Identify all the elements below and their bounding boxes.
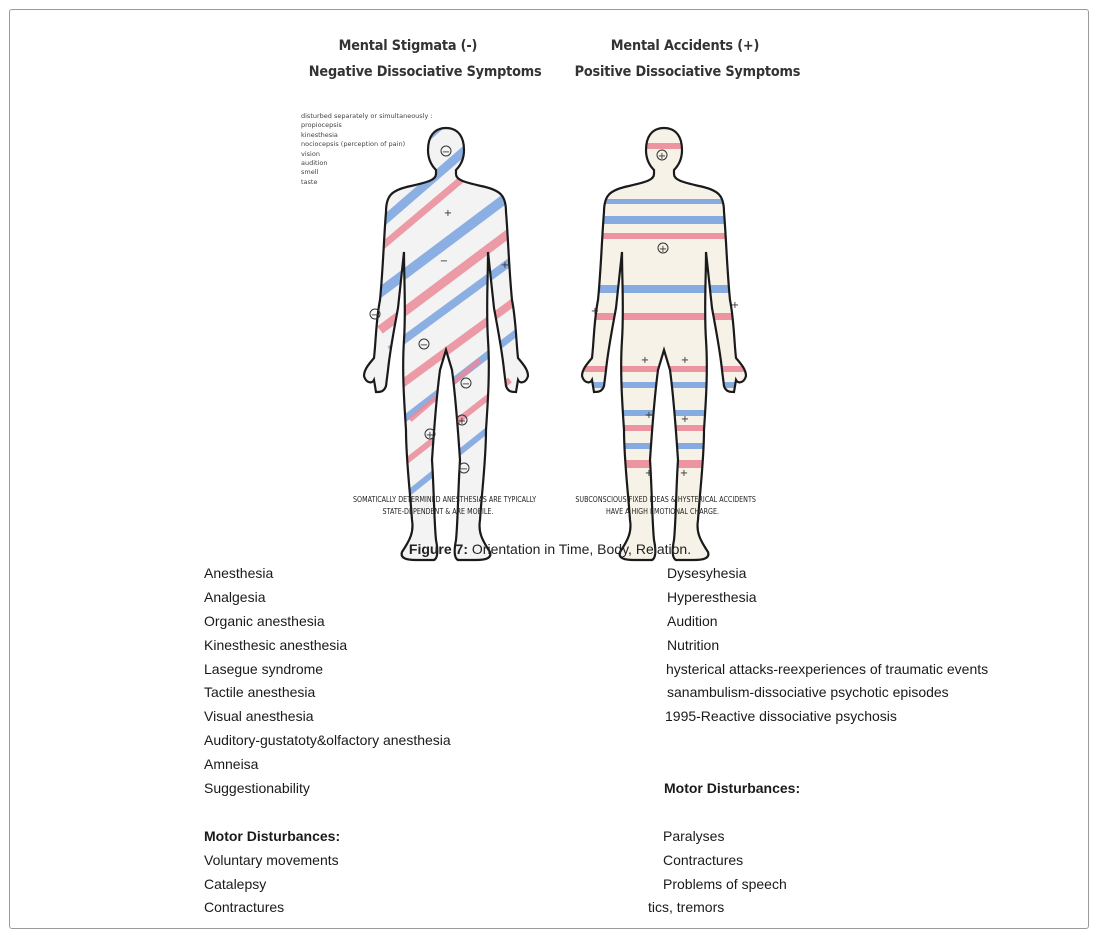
svg-text:+: + xyxy=(500,260,510,271)
senses-line: disturbed separately or simultaneously : xyxy=(301,112,433,120)
right-footnote-line: SUBCONSCIOUS FIXED IDEAS & HYSTERICAL ACCIDENTS xyxy=(575,495,756,504)
list-spacer xyxy=(663,753,988,777)
left-footnote-line: SOMATICALLY DETERMINED ANESTHESIAS ARE TYPICALLY xyxy=(353,495,537,504)
svg-text:+: + xyxy=(443,208,453,219)
svg-text:+: + xyxy=(680,414,690,425)
svg-text:−: − xyxy=(419,340,429,351)
list-item: 1995-Reactive dissociative psychosis xyxy=(665,708,897,725)
left-footnote-line: STATE-DEPENDENT & ARE MOBILE. xyxy=(382,507,494,516)
svg-text:−: − xyxy=(459,464,469,475)
list-item: tics, tremors xyxy=(648,899,725,916)
list-item: Anesthesia xyxy=(204,565,274,581)
list-item: Lasegue syndrome xyxy=(204,660,324,677)
senses-line: smell xyxy=(301,168,319,177)
list-item: Visual anesthesia xyxy=(204,708,314,725)
svg-text:−: − xyxy=(370,310,380,321)
left-subtitle: Negative Dissociative Symptoms xyxy=(308,64,542,80)
left-body-figure xyxy=(350,110,540,560)
svg-text:+: + xyxy=(680,355,690,366)
senses-line: audition xyxy=(301,159,328,168)
svg-text:−: − xyxy=(461,379,471,390)
list-item: Contractures xyxy=(204,899,285,916)
list-item: Tactile anesthesia xyxy=(204,684,316,701)
list-item: Paralyses xyxy=(663,827,725,844)
right-subtitle: Positive Dissociative Symptoms xyxy=(574,64,801,80)
caption-label: Figure 7: xyxy=(408,541,469,557)
list-spacer xyxy=(204,801,451,825)
list-item: Auditory-gustatoty&olfactory anesthesia xyxy=(204,732,451,749)
right-footnote-line: HAVE A HIGH EMOTIONAL CHARGE. xyxy=(605,507,720,516)
list-item: Nutrition xyxy=(667,636,720,653)
senses-line: vision xyxy=(301,149,320,158)
svg-text:+: + xyxy=(644,410,654,421)
motor-disturbances-heading-right: Motor Disturbances: xyxy=(664,780,801,797)
list-item: Organic anesthesia xyxy=(204,612,325,629)
list-item: Kinesthesic anesthesia xyxy=(204,636,348,653)
svg-text:+: + xyxy=(730,300,740,311)
senses-line: propiocepsis xyxy=(301,121,342,130)
right-footnote xyxy=(575,494,756,518)
svg-text:+: + xyxy=(425,430,435,441)
list-item: Hyperesthesia xyxy=(667,588,757,605)
motor-disturbances-heading-left: Motor Disturbances: xyxy=(204,827,341,844)
left-footnote xyxy=(353,494,537,518)
figure-caption xyxy=(0,541,1100,557)
svg-text:+: + xyxy=(457,416,467,427)
right-title: Mental Accidents (+) xyxy=(610,38,760,54)
svg-text:+: + xyxy=(590,306,600,317)
senses-line: nociocepsis (perception of pain) xyxy=(301,140,406,149)
list-item: Contractures xyxy=(663,851,744,868)
list-item: hysterical attacks-reexperiences of traumatic events xyxy=(666,660,989,677)
senses-line: taste xyxy=(301,177,318,186)
list-spacer xyxy=(663,801,988,825)
list-item: Analgesia xyxy=(204,588,266,605)
list-item: Catalepsy xyxy=(204,875,267,892)
list-item: Suggestionability xyxy=(204,780,310,797)
svg-text:−: − xyxy=(441,147,451,158)
list-item: Problems of speech xyxy=(663,875,787,892)
senses-line: kinesthesia xyxy=(301,130,338,139)
svg-text:+: + xyxy=(679,468,689,479)
svg-text:−: − xyxy=(439,256,449,267)
right-symptom-list xyxy=(648,562,989,920)
left-title: Mental Stigmata (-) xyxy=(338,38,478,54)
list-item: Audition xyxy=(667,612,718,629)
left-symptom-list xyxy=(204,562,451,920)
list-spacer xyxy=(663,729,988,753)
caption-text: Orientation in Time, Body, Relation. xyxy=(468,541,692,557)
list-item: Amneisa xyxy=(204,756,259,773)
list-item: Dysesyhesia xyxy=(667,565,747,581)
svg-text:+: + xyxy=(640,355,650,366)
svg-text:+: + xyxy=(644,468,654,479)
list-item: Voluntary movements xyxy=(204,851,339,868)
svg-text:+: + xyxy=(658,244,668,255)
list-item: sanambulism-dissociative psychotic episodes xyxy=(667,684,949,701)
svg-text:+: + xyxy=(657,151,667,162)
